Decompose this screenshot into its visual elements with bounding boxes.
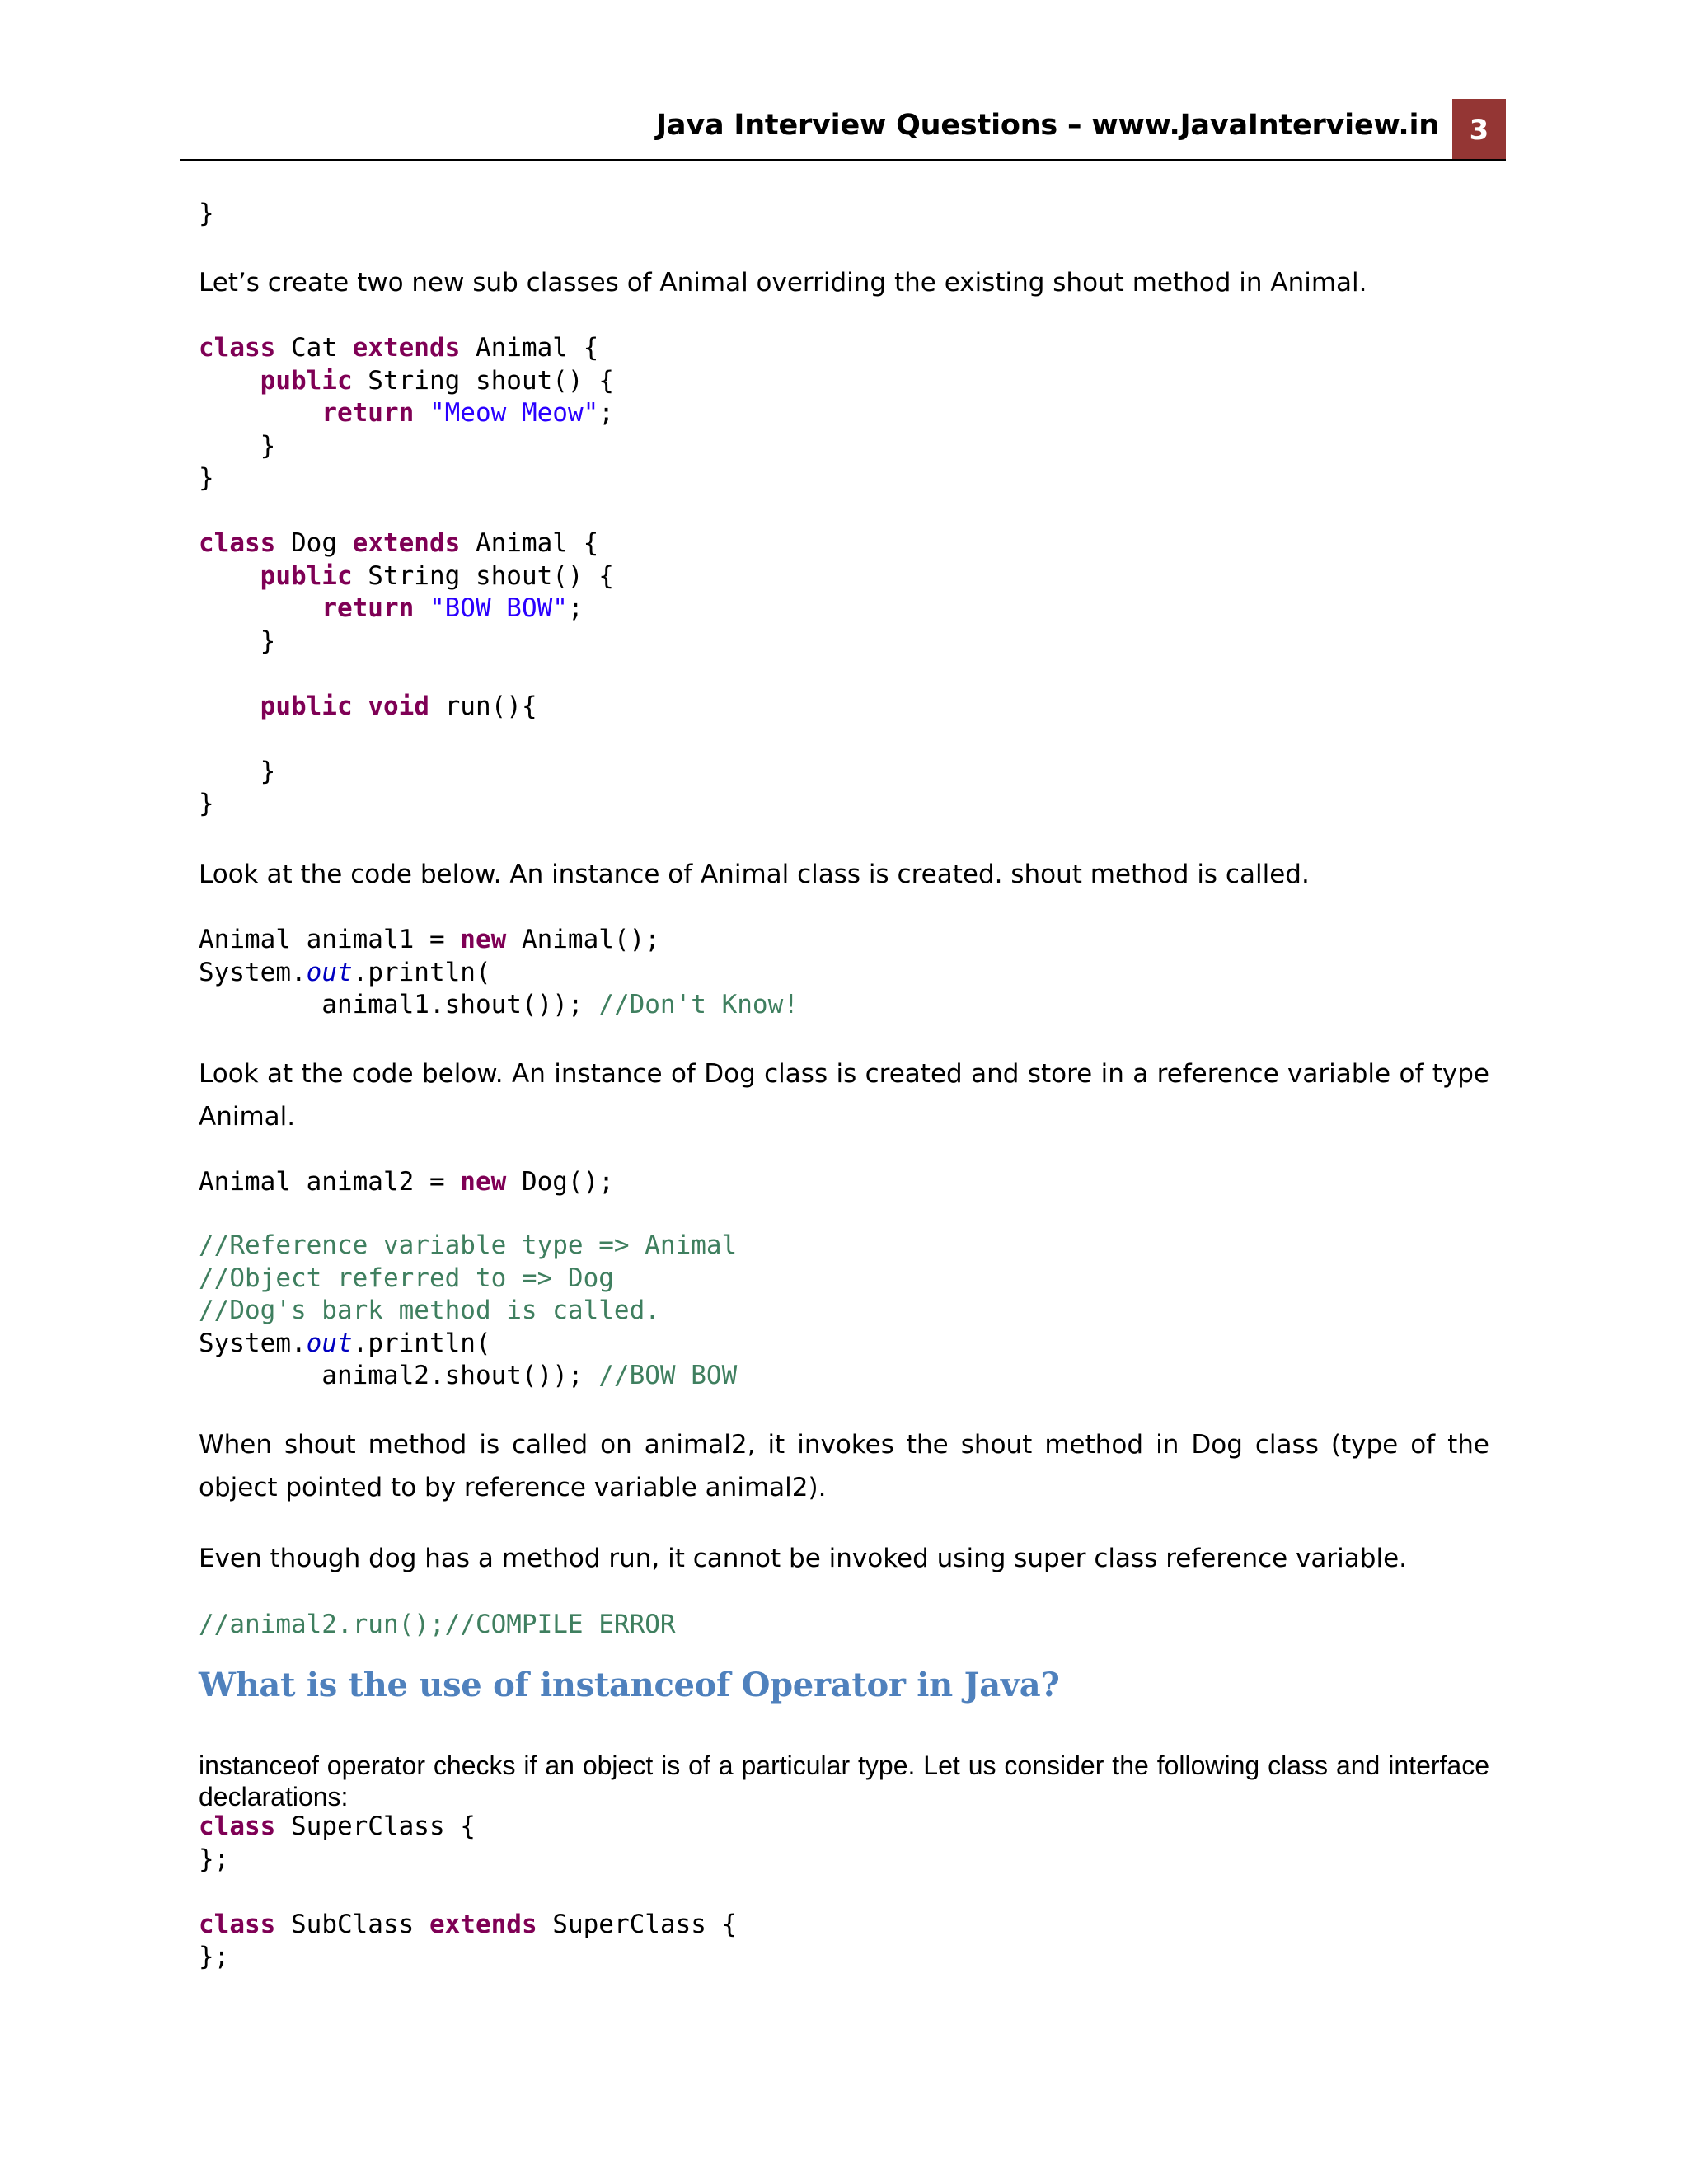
paragraph-run-not-invokable: Even though dog has a method run, it cannot be invoked using super class reference variable. — [199, 1544, 1407, 1573]
code-comment: //Object referred to => Dog — [199, 1263, 614, 1293]
code-text: animal1.shout()); — [199, 990, 599, 1019]
page-number-badge: 3 — [1452, 99, 1506, 161]
code-keyword: extends — [352, 528, 461, 558]
code-text: }; — [199, 1942, 230, 1971]
code-text — [353, 691, 368, 721]
code-text: } — [199, 463, 214, 493]
code-line — [199, 366, 614, 396]
code-text — [199, 593, 321, 623]
code-keyword: extends — [429, 1909, 537, 1939]
code-text: } — [199, 789, 214, 818]
code-comment: //Don't Know! — [598, 990, 799, 1019]
code-keyword: return — [321, 593, 415, 623]
code-keyword: public — [260, 365, 353, 396]
code-static-field: out — [306, 957, 353, 987]
code-text — [199, 366, 260, 396]
code-text: } — [199, 430, 276, 461]
code-text: Animal { — [460, 528, 599, 558]
code-line — [199, 757, 275, 786]
code-text: Animal(); — [506, 925, 660, 954]
code-block-cat-dog — [199, 332, 614, 821]
code-line — [199, 789, 214, 818]
code-line — [199, 1844, 229, 1874]
code-text: Animal animal1 = — [199, 925, 461, 954]
code-text: SuperClass { — [275, 1811, 476, 1841]
header-divider — [180, 159, 1506, 161]
code-text: } — [199, 626, 276, 656]
code-keyword: class — [199, 1909, 276, 1939]
code-compile-error — [199, 1609, 676, 1642]
code-text: String shout() { — [352, 365, 614, 396]
code-line — [199, 958, 491, 987]
code-keyword: class — [199, 1811, 276, 1841]
code-line — [199, 431, 275, 461]
code-line — [199, 333, 598, 363]
code-line — [199, 593, 584, 623]
code-text: Dog — [275, 528, 353, 558]
code-text: }; — [199, 1844, 230, 1874]
code-line — [199, 1942, 229, 1971]
code-block-animal2-call — [199, 1230, 737, 1393]
code-line — [199, 1910, 737, 1939]
paragraph-instanceof: instanceof operator checks if an object is of a particular type. Let us consider the following class and interface declarations: — [199, 1750, 1489, 1811]
code-keyword: void — [368, 691, 429, 721]
code-keyword: new — [460, 1167, 507, 1197]
code-text: System. — [199, 957, 307, 987]
code-text: run(){ — [429, 691, 537, 721]
code-line — [199, 1167, 614, 1197]
code-text: .println( — [352, 957, 491, 987]
paragraph-invokes-dog-shout: When shout method is called on animal2, it invokes the shout method in Dog class (type of the object pointed to by reference variable animal2). — [199, 1430, 1489, 1502]
code-text: Animal { — [460, 333, 599, 363]
code-comment: //Dog's bark method is called. — [199, 1296, 660, 1325]
code-text: SuperClass { — [537, 1909, 738, 1939]
page-header-title: Java Interview Questions – www.JavaInterview.in — [656, 109, 1439, 142]
code-keyword: class — [199, 333, 276, 363]
code-keyword: public — [260, 691, 353, 721]
paragraph-subclasses: Let’s create two new sub classes of Animal overriding the existing shout method in Animal. — [199, 268, 1367, 298]
code-line — [199, 528, 598, 558]
code-text: SubClass — [275, 1909, 429, 1939]
code-line — [199, 691, 537, 721]
code-keyword: class — [199, 528, 276, 558]
code-line — [199, 463, 214, 493]
code-text: ; — [567, 593, 584, 623]
code-line — [199, 398, 614, 428]
code-line — [199, 1296, 660, 1325]
code-comment: //animal2.run();//COMPILE ERROR — [199, 1610, 676, 1639]
code-text: Animal animal2 = — [199, 1167, 461, 1197]
code-text: } — [199, 756, 276, 786]
code-text: .println( — [352, 1328, 491, 1358]
code-text: animal2.shout()); — [199, 1361, 599, 1390]
code-static-field: out — [306, 1328, 353, 1358]
code-keyword: extends — [352, 333, 461, 363]
code-text: System. — [199, 1328, 307, 1358]
code-text: Dog(); — [506, 1167, 614, 1197]
code-block-superclass-subclass — [199, 1811, 737, 1974]
code-line — [199, 925, 660, 954]
code-text: String shout() { — [352, 560, 614, 591]
code-text: Cat — [275, 333, 353, 363]
code-text — [199, 691, 260, 721]
code-line — [199, 1329, 491, 1358]
code-string: "Meow Meow" — [429, 398, 599, 428]
code-text — [414, 398, 429, 428]
code-string: "BOW BOW" — [429, 593, 568, 623]
code-line — [199, 1230, 737, 1260]
code-block-animal1 — [199, 924, 799, 1022]
code-line — [199, 1811, 476, 1841]
code-keyword: public — [260, 560, 353, 591]
section-heading-instanceof: What is the use of instanceof Operator in Java? — [199, 1666, 1060, 1704]
code-line — [199, 1263, 614, 1293]
code-keyword: new — [460, 925, 507, 954]
code-comment: //Reference variable type => Animal — [199, 1230, 738, 1260]
code-line — [199, 990, 799, 1019]
code-text — [414, 593, 429, 623]
paragraph-animal-instance: Look at the code below. An instance of Animal class is created. shout method is called. — [199, 860, 1310, 889]
code-block-animal2-declaration — [199, 1166, 614, 1199]
code-text — [199, 398, 321, 428]
paragraph-dog-instance: Look at the code below. An instance of Dog class is created and store in a reference variable of type Animal. — [199, 1059, 1489, 1132]
code-keyword: return — [321, 398, 415, 428]
code-closing-brace: } — [199, 199, 214, 228]
code-line — [199, 1610, 676, 1639]
code-text: ; — [598, 398, 614, 428]
code-line — [199, 1361, 737, 1390]
code-comment: //BOW BOW — [598, 1361, 738, 1390]
code-line — [199, 561, 614, 591]
code-line — [199, 626, 275, 656]
code-text — [199, 561, 260, 591]
